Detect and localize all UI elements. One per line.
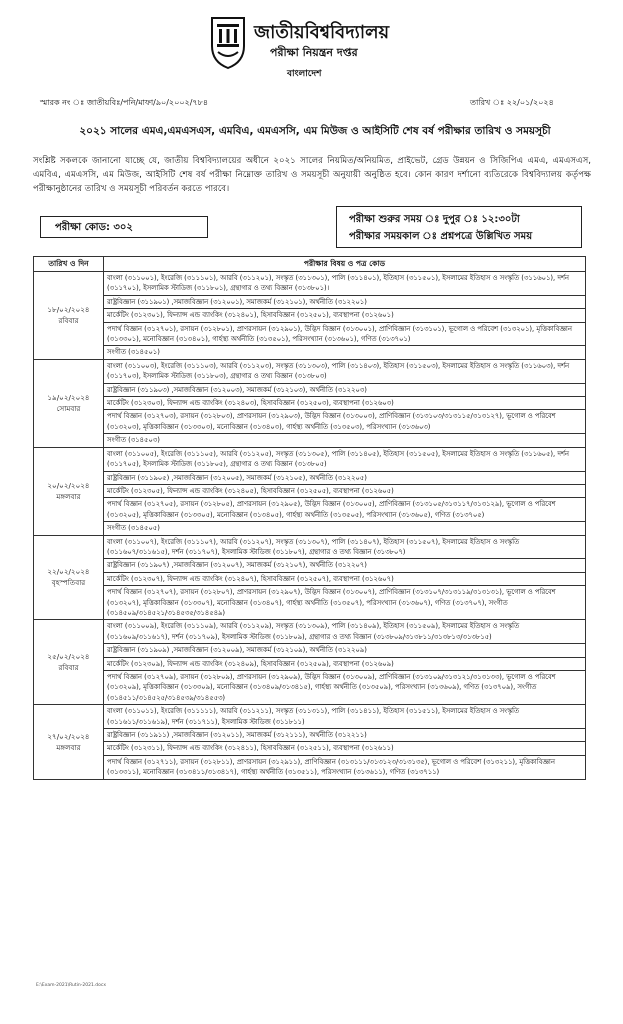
table-row bbox=[34, 559, 586, 572]
subject-cell: রাষ্ট্রবিজ্ঞান (৩১১৯০৯) ,সমাজবিজ্ঞান (৩১২০০৯), সমাজকর্ম (৩১২১০৯), অর্থনীতি (৩১২২০৯) bbox=[104, 644, 586, 657]
table-row bbox=[34, 295, 586, 308]
exam-weekday: রবিবার bbox=[58, 316, 79, 326]
university-name: জাতীয়বিশ্ববিদ্যালয় bbox=[254, 22, 390, 43]
date-day-cell bbox=[34, 535, 104, 620]
subject-cell: পদার্থ বিজ্ঞান (৩১২৭০১), রসায়ন (৩১২৮০১), প্রাণরসায়ন (৩১২৯০১), উদ্ভিদ বিজ্ঞান (৩১৩০০১), প্রাণিবিজ্ঞান (৩১৩১০১), ভূগোল ও পরিবেশ (৩১৩২০১), মৃত্তিকাবিজ্ঞান (৩১৩৩০১), মনোবিজ্ঞান (৩১৩৪০১), গার্হস্থ্য অর্থনীতি (৩১৩৫০১), পরিসংখ্যান (৩১৩৬০১), গণিত (৩১৩৭০১) bbox=[104, 322, 586, 346]
start-time: পরীক্ষা শুরুর সময় ঃ দুপুর ঃ ১২:৩০টা bbox=[349, 214, 520, 225]
date-day-cell bbox=[34, 620, 104, 705]
column-header-date: তারিখ ও দিন bbox=[34, 257, 104, 272]
memo-number: স্মারক নং ঃ জাতীয়বিঃ/পনি/মাফা/৯০/২০০২/৭৮৪ bbox=[40, 98, 209, 107]
date-day-cell bbox=[34, 272, 104, 360]
subject-cell: বাংলা (৩১১০০৫), ইংরেজি (৩১১১০৫), আরবি (৩১১২০৫), সংস্কৃত (৩১১৩০৫), পালি (৩১১৪০৫), ইতিহাস (৩১১৫০৫), ইসলামের ইতিহাস ও সংস্কৃতি (৩১১৬০৫), দর্শন (৩১১৭০৫), ইসলামিক স্টাডিজ (৩১১৮০৫), গ্রন্থাগার ও তথ্য বিজ্ঞান (৩১৩৮০৫) bbox=[104, 447, 586, 471]
table-row bbox=[34, 572, 586, 585]
subject-cell: মার্কেটিং (৩১২৩০৭), ফিন্যান্স এন্ড ব্যাংকিং (৩১২৪০৭), হিসাববিজ্ঞান (৩১২৫০৭), ব্যবস্থাপনা (৩১২৬০৭) bbox=[104, 572, 586, 585]
exam-time-box bbox=[336, 206, 582, 248]
date-day-cell bbox=[34, 447, 104, 535]
subject-cell: পদার্থ বিজ্ঞান (৩১২৭০৫), রসায়ন (৩১২৮০৫), প্রাণরসায়ন (৩১২৯০৫), উদ্ভিদ বিজ্ঞান (৩১৩০০৫), প্রাণিবিজ্ঞান (৩১৩১০৫/৩১৩১১৭/৩১৩১২৯), ভূগোল ও পরিবেশ (৩১৩২০৫), মৃত্তিকাবিজ্ঞান (৩১৩৩০৫), মনোবিজ্ঞান (৩১৩৪০৫), গার্হস্থ্য অর্থনীতি (৩১৩৫০৫), পরিসংখ্যান (৩১৩৬০৫), গণিত (৩১৩৭০৫) bbox=[104, 498, 586, 522]
table-row bbox=[34, 397, 586, 410]
subject-cell: পদার্থ বিজ্ঞান (৩১২৭১১), রসায়ন (৩১২৮১১), প্রাণরসায়ন (৩১২৯১১), প্রাণিবিজ্ঞান (৩১৩১১১/৩১৩১২৩/৩১৩১৩৫), ভূগোল ও পরিবেশ (৩১৩২১১), মৃত্তিকাবিজ্ঞান (৩১৩৩১১), মনোবিজ্ঞান (৩১৩৪১১/৩১৩৪১৭), গার্হস্থ্য অর্থনীতি (৩১৩৫১১), পরিসংখ্যান (৩১৩৬১১), গণিত (৩১৩৭১১) bbox=[104, 755, 586, 779]
exam-date: ২৫/০২/২০২৪ bbox=[47, 652, 90, 662]
table-row bbox=[34, 644, 586, 657]
subject-cell: মার্কেটিং (৩১২৩০৫), ফিন্যান্স এন্ড ব্যাংকিং (৩১২৪০৫), হিসাববিজ্ঞান (৩১২৫০৫), ব্যবস্থাপনা (৩১২৬০৫) bbox=[104, 484, 586, 497]
table-row bbox=[34, 434, 586, 447]
university-logo-icon bbox=[208, 16, 248, 70]
table-row bbox=[34, 484, 586, 497]
table-row bbox=[34, 322, 586, 346]
exam-weekday: বৃহস্পতিবার bbox=[51, 578, 86, 588]
table-row bbox=[34, 383, 586, 396]
table-row bbox=[34, 657, 586, 670]
exam-date: ২০/০২/২০২৪ bbox=[47, 481, 90, 491]
exam-weekday: রবিবার bbox=[58, 663, 79, 673]
exam-date: ২৭/০২/২০২৪ bbox=[47, 731, 90, 741]
office-name: পরীক্ষা নিয়ন্ত্রন দপ্তর bbox=[270, 46, 358, 59]
subject-cell: বাংলা (৩১১০১১), ইংরেজি (৩১১১১১), আরবি (৩১১২১১), সংস্কৃত (৩১১৩১১), পালি (৩১১৪১১), ইতিহাস (৩১১৫১১), ইসলামের ইতিহাস ও সংস্কৃতি (৩১১৬১১/৩১১৬১৯), দর্শন (৩১১৭১১), ইসলামিক স্টাডিজ (৩১১৮১১) bbox=[104, 705, 586, 729]
subject-cell: রাষ্ট্রবিজ্ঞান (৩১১৯১১) ,সমাজবিজ্ঞান (৩১২০১১), সমাজকর্ম (৩১২১১১), অর্থনীতি (৩১২২১১) bbox=[104, 729, 586, 742]
exam-code-box: পরীক্ষা কোড: ৩০২ bbox=[40, 216, 208, 238]
date-day-cell bbox=[34, 359, 104, 447]
subject-cell: রাষ্ট্রবিজ্ঞান (৩১১৯০৫) ,সমাজবিজ্ঞান (৩১২০০৫), সমাজকর্ম (৩১২১০৫), অর্থনীতি (৩১২২০৫) bbox=[104, 471, 586, 484]
table-row bbox=[34, 359, 586, 383]
exam-duration: পরীক্ষার সময়কাল ঃ প্রশ্নপত্রে উল্লিখিত সময় bbox=[349, 231, 533, 242]
subject-cell: রাষ্ট্রবিজ্ঞান (৩১১৯০৩) ,সমাজবিজ্ঞান (৩১২০০৩), সমাজকর্ম (৩১২১০৩), অর্থনীতি (৩১২২০৩) bbox=[104, 383, 586, 396]
table-row bbox=[34, 535, 586, 559]
exam-date: ১৯/০২/২০২৪ bbox=[47, 393, 90, 403]
subject-cell: রাষ্ট্রবিজ্ঞান (৩১১৯০১) ,সমাজবিজ্ঞান (৩১২০০১), সমাজকর্ম (৩১২১০১), অর্থনীতি (৩১২২০১) bbox=[104, 295, 586, 308]
exam-weekday: মঙ্গলবার bbox=[56, 742, 81, 752]
exam-weekday: সোমবার bbox=[56, 404, 81, 414]
subject-cell: মার্কেটিং (৩১২৩০৩), ফিন্যান্স এন্ড ব্যাংকিং (৩১২৪০৩), হিসাববিজ্ঞান (৩১২৫০৩), ব্যবস্থাপনা (৩১২৬০৩) bbox=[104, 397, 586, 410]
subject-cell: পদার্থ বিজ্ঞান (৩১২৭০৭), রসায়ন (৩১২৮০৭), প্রাণরসায়ন (৩১২৯০৭), উদ্ভিদ বিজ্ঞান (৩১৩০০৭), প্রাণিবিজ্ঞান (৩১৩১০৭/৩১৩১১৯/৩১৩১৩১), ভূগোল ও পরিবেশ (৩১৩২০৭), মৃত্তিকাবিজ্ঞান (৩১৩৩০৭), মনোবিজ্ঞান (৩১৩৪০৭), গার্হস্থ্য অর্থনীতি (৩১৩৫০৭), পরিসংখ্যান (৩১৩৬০৭), গণিত (৩১৩৭০৭), সংগীত (৩১৪৫০৯/৩১৪৫২১/৩১৪৫৩৫/৩১৪৫৪৯) bbox=[104, 586, 586, 620]
table-row bbox=[34, 522, 586, 535]
exam-date: ১৮/০২/২০২৪ bbox=[47, 305, 90, 315]
subject-cell: বাংলা (৩১১০০৯), ইংরেজি (৩১১১০৯), আরবি (৩১১২০৯), সংস্কৃত (৩১১৩০৯), পালি (৩১১৪০৯), ইতিহাস (৩১১৫০৯), ইসলামের ইতিহাস ও সংস্কৃতি (৩১১৬০৯/৩১১৬১৭), দর্শন (৩১১৭০৯), ইসলামিক স্টাডিজ (৩১১৮০৯), গ্রন্থাগার ও তথ্য বিজ্ঞান (৩১৩৮০৯/৩১৩৮১১/৩১৩৮১৩/৩১৩৮১৫) bbox=[104, 620, 586, 644]
date-day-cell bbox=[34, 705, 104, 779]
table-row bbox=[34, 498, 586, 522]
subject-cell: রাষ্ট্রবিজ্ঞান (৩১১৯০৭) ,সমাজবিজ্ঞান (৩১২০০৭), সমাজকর্ম (৩১২১০৭), অর্থনীতি (৩১২২০৭) bbox=[104, 559, 586, 572]
subject-cell: সংগীত (৩১৪৫০১) bbox=[104, 346, 586, 359]
table-row bbox=[34, 272, 586, 296]
table-row bbox=[34, 620, 586, 644]
subject-cell: পদার্থ বিজ্ঞান (৩১২৭০৯), রসায়ন (৩১২৮০৯), প্রাণরসায়ন (৩১২৯০৯), উদ্ভিদ বিজ্ঞান (৩১৩০০৯), প্রাণিবিজ্ঞান (৩১৩১০৯/৩১৩১২১/৩১৩১৩৩), ভূগোল ও পরিবেশ (৩১৩২০৯), মৃত্তিকাবিজ্ঞান (৩১৩৩০৯), মনোবিজ্ঞান (৩১৩৪০৯/৩১৩৪১৫), গার্হস্থ্য অর্থনীতি (৩১৩৫০৯), পরিসংখ্যান (৩১৩৬০৯), গণিত (৩১৩৭০৯), সংগীত (৩১৪৫১১/৩১৪৫২৫/৩১৪৫৩৯/৩১৪৫৫৩) bbox=[104, 671, 586, 705]
table-row bbox=[34, 729, 586, 742]
exam-weekday: মঙ্গলবার bbox=[56, 492, 81, 502]
subject-cell: সংগীত (৩১৪৫০৩) bbox=[104, 434, 586, 447]
table-row bbox=[34, 410, 586, 434]
table-row bbox=[34, 705, 586, 729]
table-row bbox=[34, 309, 586, 322]
subject-cell: মার্কেটিং (৩১২৩১১), ফিন্যান্স এন্ড ব্যাংকিং (৩১২৪১১), হিসাববিজ্ঞান (৩১২৫১১), ব্যবস্থাপনা (৩১২৬১১) bbox=[104, 742, 586, 755]
table-row bbox=[34, 471, 586, 484]
notice-title: ২০২১ সালের এমএ,এমএসএস, এমবিএ, এমএসসি, এম মিউজ ও আইসিটি শেষ বর্ষ পরীক্ষার তারিখ ও সময়সূচী bbox=[79, 125, 551, 137]
table-row bbox=[34, 755, 586, 779]
subject-cell: বাংলা (৩১১০০৩), ইংরেজি (৩১১১০৩), আরবি (৩১১২০৩), সংস্কৃত (৩১১৩০৩), পালি (৩১১৪০৩), ইতিহাস (৩১১৫০৩), ইসলামের ইতিহাস ও সংস্কৃতি (৩১১৬০৩), দর্শন (৩১১৭০৩), ইসলামিক স্টাডিজ (৩১১৮০৩), গ্রন্থাগার ও তথ্য বিজ্ঞান (৩১৩৮০৩) bbox=[104, 359, 586, 383]
table-row bbox=[34, 586, 586, 620]
letterhead bbox=[0, 10, 623, 90]
table-row bbox=[34, 742, 586, 755]
subject-cell: মার্কেটিং (৩১২৩০৯), ফিন্যান্স এন্ড ব্যাংকিং (৩১২৪০৯), হিসাববিজ্ঞান (৩১২৫০৯), ব্যবস্থাপনা (৩১২৬০৯) bbox=[104, 657, 586, 670]
country-name: বাংলাদেশ bbox=[287, 69, 322, 79]
notice-intro: সংশ্লিষ্ট সকলকে জানানো যাচ্ছে যে, জাতীয় বিশ্ববিদ্যালয়ের অধীনে ২০২১ সালের নিয়মিত/অনিয়মিত, প্রাইভেট, গ্রেড উন্নয়ন ও সিজিপিএ এমএ, এমএসএস, এমবিএ, এমএসসি, এম মিউজ, আইসিটি শেষ বর্ষ পরীক্ষা নিম্নোক্ত তারিখ ও সময়সূচী অনুযায়ী অনুষ্ঠিত হবে। কোন কারণ দর্শানো ব্যতিরেকে বিশ্ববিদ্যালয় কর্তৃপক্ষ পরীক্ষানুষ্ঠানের তারিখ ও সময়সূচী পরিবর্তন করতে পারবে। bbox=[33, 156, 591, 194]
subject-cell: বাংলা (৩১১০০১), ইংরেজি (৩১১১০১), আরবি (৩১১২০১), সংস্কৃত (৩১১৩০১), পালি (৩১১৪০১), ইতিহাস (৩১১৫০১), ইসলামের ইতিহাস ও সংস্কৃতি (৩১১৬০১), দর্শন (৩১১৭০১), ইসলামিক স্টাডিজ (৩১১৮০১), গ্রন্থাগার ও তথ্য বিজ্ঞান (৩১৩৮০১)। bbox=[104, 272, 586, 296]
file-path-footer: E:\Exam-2021\Rutin-2021.docx bbox=[36, 983, 107, 988]
subject-cell: মার্কেটিং (৩১২৩০১), ফিন্যান্স এন্ড ব্যাংকিং (৩১২৪০১), হিসাববিজ্ঞান (৩১২৫০১), ব্যবস্থাপনা (৩১২৬০১) bbox=[104, 309, 586, 322]
table-header-row bbox=[34, 257, 586, 272]
table-row bbox=[34, 447, 586, 471]
subject-cell: বাংলা (৩১১০০৭), ইংরেজি (৩১১১০৭), আরবি (৩১১২০৭), সংস্কৃত (৩১১৩০৭), পালি (৩১১৪০৭), ইতিহাস (৩১১৫০৭), ইসলামের ইতিহাস ও সংস্কৃতি (৩১১৬০৭/৩১১৬১৫), দর্শন (৩১১৭০৭), ইসলামিক স্টাডিজ (৩১১৮০৭), গ্রন্থাগার ও তথ্য বিজ্ঞান (৩১৩৮০৭) bbox=[104, 535, 586, 559]
exam-date: ২২/০২/২০২৪ bbox=[47, 567, 90, 577]
subject-cell: সংগীত (৩১৪৫০৫) bbox=[104, 522, 586, 535]
column-header-subject: পরীক্ষার বিষয় ও পত্র কোড bbox=[104, 257, 586, 272]
table-row bbox=[34, 671, 586, 705]
issue-date: তারিখ ঃ ২২/০১/২০২৪ bbox=[470, 98, 554, 107]
table-row bbox=[34, 346, 586, 359]
subject-cell: পদার্থ বিজ্ঞান (৩১২৭০৩), রসায়ন (৩১২৮০৩), প্রাণরসায়ন (৩১২৯০৩), উদ্ভিদ বিজ্ঞান (৩১৩০০৩), প্রাণিবিজ্ঞান (৩১৩১০৩/৩১৩১১৫/৩১৩১২৭), ভূগোল ও পরিবেশ (৩১৩২০৩), মৃত্তিকাবিজ্ঞান (৩১৩৩০৩), মনোবিজ্ঞান (৩১৩৪০৩), গার্হস্থ্য অর্থনীতি (৩১৩৫০৩), পরিসংখ্যান (৩১৩৬০৩) bbox=[104, 410, 586, 434]
schedule-body bbox=[34, 272, 586, 780]
schedule-table bbox=[33, 256, 586, 780]
